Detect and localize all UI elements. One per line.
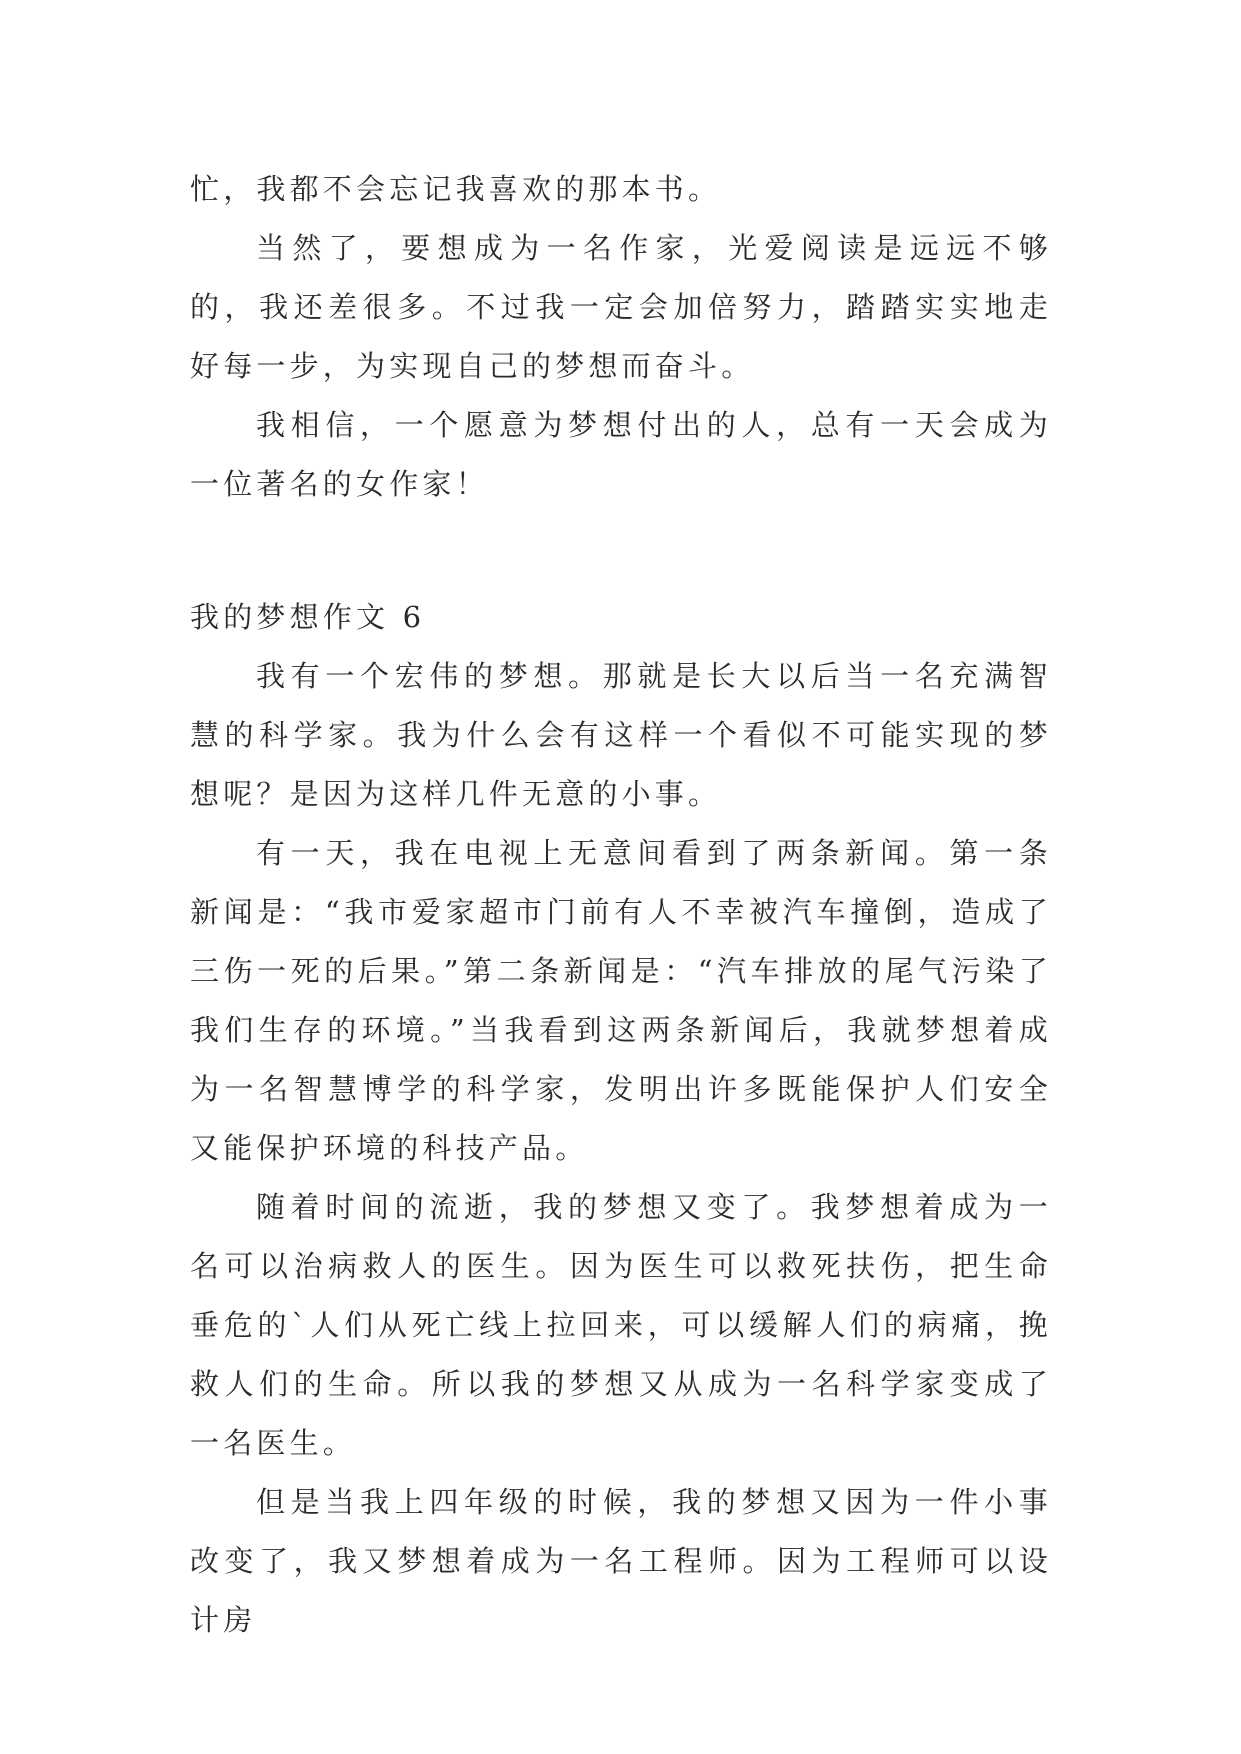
document-body	[190, 160, 1052, 1650]
paragraph-engineer-dream: 但是当我上四年级的时候，我的梦想又因为一件小事改变了，我又梦想着成为一名工程师。因为工程师可以设计房	[190, 1485, 1052, 1637]
section-spacer	[190, 514, 1052, 588]
paragraph-scientist-dream: 我有一个宏伟的梦想。那就是长大以后当一名充满智慧的科学家。我为什么会有这样一个看似不可能实现的梦想呢？是因为这样几件无意的小事。	[190, 659, 1052, 811]
paragraph-reading-not-enough: 当然了，要想成为一名作家，光爱阅读是远远不够的，我还差很多。不过我一定会加倍努力，踏踏实实地走好每一步，为实现自己的梦想而奋斗。	[190, 231, 1052, 383]
paragraph-doctor-dream: 随着时间的流逝，我的梦想又变了。我梦想着成为一名可以治病救人的医生。因为医生可以救死扶伤，把生命垂危的`人们从死亡线上拉回来，可以缓解人们的病痛，挽救人们的生命。所以我的梦想又从成为一名科学家变成了一名医生。	[190, 1190, 1052, 1460]
paragraph-news: 有一天，我在电视上无意间看到了两条新闻。第一条新闻是：“我市爱家超市门前有人不幸被汽车撞倒，造成了三伤一死的后果。”第二条新闻是：“汽车排放的尾气污染了我们生存的环境。”当我看到这两条新闻后，我就梦想着成为一名智慧博学的科学家，发明出许多既能保护人们安全又能保护环境的科技产品。	[190, 836, 1052, 1165]
section-title: 我的梦想作文 6	[190, 600, 426, 634]
continued-paragraph: 忙，我都不会忘记我喜欢的那本书。	[190, 172, 722, 206]
paragraph-believe-writer: 我相信，一个愿意为梦想付出的人，总有一天会成为一位著名的女作家！	[190, 408, 1052, 501]
